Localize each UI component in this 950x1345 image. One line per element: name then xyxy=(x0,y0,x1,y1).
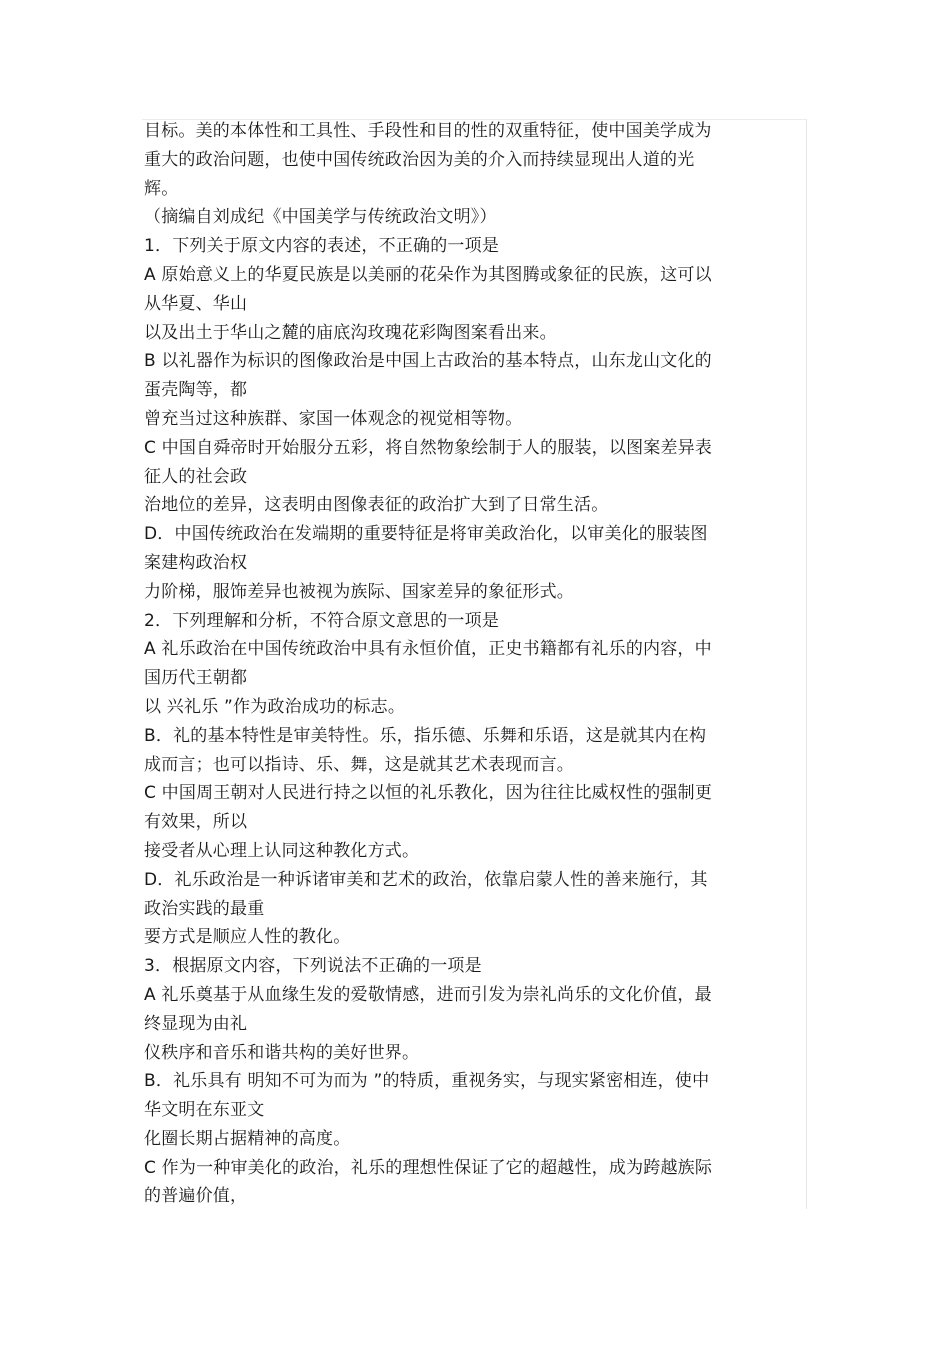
text-line: D．礼乐政治是一种诉诸审美和艺术的政治，依靠启蒙人性的善来施行，其 xyxy=(144,869,708,890)
text-line: 目标。美的本体性和工具性、手段性和目的性的双重特征，使中国美学成为 xyxy=(144,121,712,141)
text-line: 蛋壳陶等，都 xyxy=(144,380,248,401)
text-line: B．礼的基本特性是审美特性。乐，指乐德、乐舞和乐语，这是就其内在构 xyxy=(144,725,707,746)
text-line: 从华夏、华山 xyxy=(144,293,248,314)
text-line: 以及出土于华山之麓的庙底沟玫瑰花彩陶图案看出来。 xyxy=(144,322,557,343)
text-line: D．中国传统政治在发端期的重要特征是将审美政治化，以审美化的服装图 xyxy=(144,524,708,545)
text-line: B 以礼器作为标识的图像政治是中国上古政治的基本特点，山东龙山文化的 xyxy=(144,351,712,372)
text-line: （摘编自刘成纪《中国美学与传统政治文明》） xyxy=(144,207,497,228)
text-line: 曾充当过这种族群、家国一体观念的视觉相等物。 xyxy=(144,408,523,429)
text-line: 接受者从心理上认同这种教化方式。 xyxy=(144,840,420,861)
text-line: 3．根据原文内容，下列说法不正确的一项是 xyxy=(144,956,482,977)
text-line: 国历代王朝都 xyxy=(144,668,248,689)
text-line: 终显现为由礼 xyxy=(144,1013,248,1034)
text-line: 政治实践的最重 xyxy=(144,898,265,919)
text-line: 仪秩序和音乐和谐共构的美好世界。 xyxy=(144,1042,420,1063)
text-line: 成而言；也可以指诗、乐、舞，这是就其艺术表现而言。 xyxy=(144,754,574,775)
text-line: 1．下列关于原文内容的表述，不正确的一项是 xyxy=(144,236,500,257)
text-line: 的普遍价值， xyxy=(144,1186,248,1207)
text-line: 2．下列理解和分析，不符合原文意思的一项是 xyxy=(144,610,500,631)
document-body xyxy=(144,117,759,1211)
text-line: 以 兴礼乐 ”作为政治成功的标志。 xyxy=(144,696,406,717)
text-line: 治地位的差异，这表明由图像表征的政治扩大到了日常生活。 xyxy=(144,495,609,516)
text-line: 华文明在东亚文 xyxy=(144,1100,265,1121)
text-line: 案建构政治权 xyxy=(144,552,248,573)
text-line: 化圈长期占据精神的高度。 xyxy=(144,1128,351,1149)
text-line: 有效果，所以 xyxy=(144,812,248,833)
text-line: 要方式是顺应人性的教化。 xyxy=(144,927,351,948)
text-line: 辉。 xyxy=(144,178,179,199)
text-line: B．礼乐具有 明知不可为而为 ”的特质，重视务实，与现实紧密相连，使中 xyxy=(144,1071,710,1092)
text-line: A 礼乐奠基于从血缘生发的爱敬情感，进而引发为崇礼尚乐的文化价值，最 xyxy=(144,984,712,1005)
text-line: C 作为一种审美化的政治，礼乐的理想性保证了它的超越性，成为跨越族际 xyxy=(144,1157,713,1178)
text-line: C 中国周王朝对人民进行持之以恒的礼乐教化，因为往往比威权性的强制更 xyxy=(144,783,713,804)
text-line: A 原始意义上的华夏民族是以美丽的花朵作为其图腾或象征的民族，这可以 xyxy=(144,264,712,285)
text-line: A 礼乐政治在中国传统政治中具有永恒价值，正史书籍都有礼乐的内容，中 xyxy=(144,639,712,660)
text-line: C 中国自舜帝时开始服分五彩，将自然物象绘制于人的服装，以图案差异表 xyxy=(144,437,713,458)
text-line: 重大的政治问题，也使中国传统政治因为美的介入而持续显现出人道的光 xyxy=(144,149,695,170)
text-line: 力阶梯，服饰差异也被视为族际、国家差异的象征形式。 xyxy=(144,581,574,602)
text-line: 征人的社会政 xyxy=(144,466,248,487)
